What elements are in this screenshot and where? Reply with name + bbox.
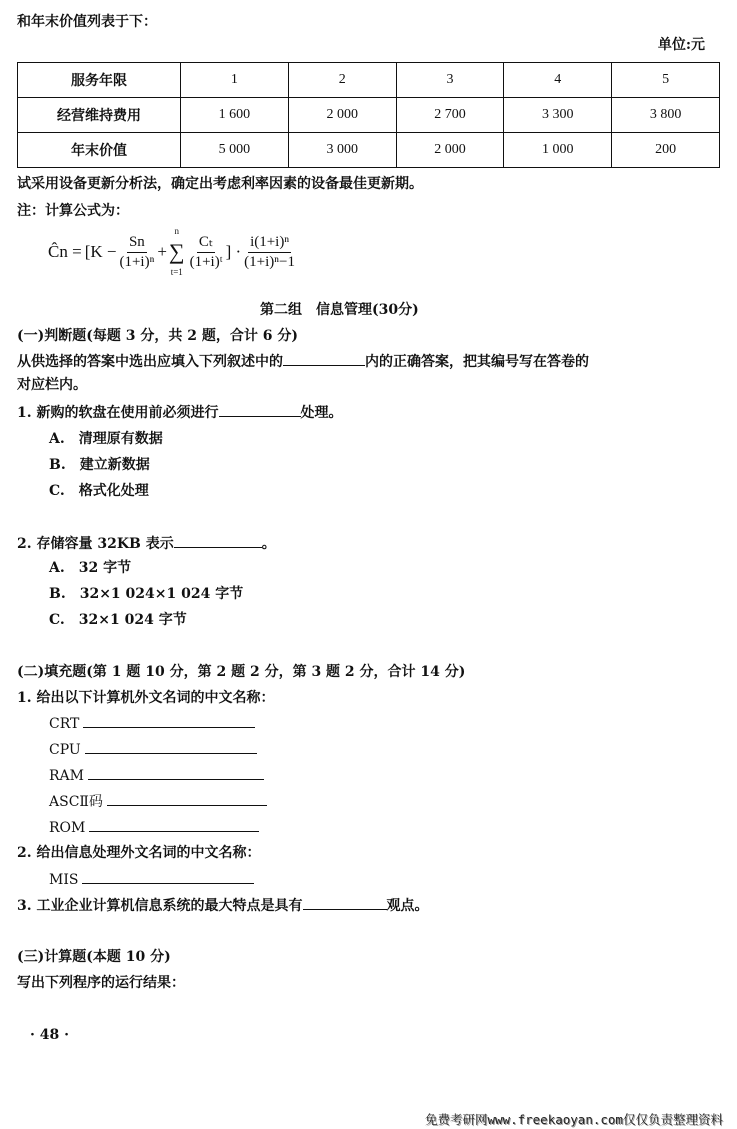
text: 。 xyxy=(261,536,276,552)
denominator: (1+i)ᵗ xyxy=(189,253,223,270)
option: B. 建立新数据 xyxy=(49,457,150,473)
summation xyxy=(169,226,185,278)
option: C. 32×1 024 字节 xyxy=(49,612,187,628)
term-line xyxy=(49,792,267,811)
text: 2. 存储容量 32KB 表示 xyxy=(17,536,174,552)
task-text: 试采用设备更新分析法，确定出考虑利率因素的设备最佳更新期。 xyxy=(17,176,423,192)
intro-text: 和年末价值列表于下： xyxy=(17,14,157,30)
option: B. 32×1 024×1 024 字节 xyxy=(49,586,244,602)
table-cell: 2 700 xyxy=(396,98,504,133)
fraction xyxy=(244,233,295,272)
term: ROM xyxy=(49,820,86,836)
denominator: (1+i)ⁿ−1 xyxy=(244,253,295,270)
table-cell: 2 000 xyxy=(288,98,396,133)
sum-top: n xyxy=(174,226,179,236)
table-cell: 年末价值 xyxy=(18,133,181,168)
table-cell: 1 600 xyxy=(181,98,289,133)
part2-question-1: 1. 给出以下计算机外文名词的中文名称： xyxy=(17,690,275,706)
term-line xyxy=(49,766,264,785)
answer-blank xyxy=(88,766,264,780)
answer-blank xyxy=(85,740,257,754)
unit-label: 单位:元 xyxy=(657,37,705,53)
table-cell: 5 000 xyxy=(181,133,289,168)
footer-watermark: 免费考研网www.freekaoyan.com仅仅负责整理资料 xyxy=(425,1112,723,1127)
fraction xyxy=(190,233,223,272)
table-row xyxy=(18,63,720,98)
plus-sign: + xyxy=(157,242,167,261)
table-cell: 3 000 xyxy=(288,133,396,168)
option: A. 清理原有数据 xyxy=(49,431,163,447)
cost-table xyxy=(17,62,720,168)
table-header-cell: 5 xyxy=(612,63,720,98)
table-header-cell: 3 xyxy=(396,63,504,98)
term: CRT xyxy=(49,716,80,732)
part2-heading: (二)填充题(第 1 题 10 分，第 2 题 2 分，第 3 题 2 分，合计 14 分) xyxy=(17,664,466,680)
formula-open: [K − xyxy=(84,242,117,261)
table-row xyxy=(18,98,720,133)
question-1 xyxy=(17,403,343,422)
denominator: (1+i)ⁿ xyxy=(119,253,155,270)
term-line xyxy=(49,870,254,889)
table-header-cell: 4 xyxy=(504,63,612,98)
sum-bottom: t=1 xyxy=(170,267,183,277)
term: RAM xyxy=(49,768,84,784)
text: 处理。 xyxy=(300,405,343,421)
term-line xyxy=(49,818,259,837)
numerator: Cₜ xyxy=(197,233,215,253)
term-line xyxy=(49,714,255,733)
note-text: 注：计算公式为： xyxy=(17,203,129,219)
table-cell: 1 000 xyxy=(504,133,612,168)
table-cell: 经营维持费用 xyxy=(18,98,181,133)
answer-blank xyxy=(303,896,387,910)
text: 3. 工业企业计算机信息系统的最大特点是具有 xyxy=(17,898,303,914)
text: 内的正确答案，把其编号写在答卷的 xyxy=(365,354,589,370)
part2-question-2: 2. 给出信息处理外文名词的中文名称： xyxy=(17,845,261,861)
term: CPU xyxy=(49,742,81,758)
numerator: i(1+i)ⁿ xyxy=(248,233,291,253)
option: A. 32 字节 xyxy=(49,560,132,576)
formula xyxy=(48,226,298,278)
part3-heading: (三)计算题(本题 10 分) xyxy=(17,949,171,965)
term: ASCⅡ码 xyxy=(49,794,103,810)
part1-instructions-cont: 对应栏内。 xyxy=(17,377,87,393)
term: MIS xyxy=(49,872,79,888)
numerator: Sn xyxy=(127,233,147,253)
answer-blank xyxy=(174,534,262,548)
fraction xyxy=(119,233,154,272)
formula-lhs: Ĉn = xyxy=(48,242,82,261)
answer-blank xyxy=(83,714,255,728)
answer-blank xyxy=(219,403,301,417)
answer-blank xyxy=(82,870,254,884)
section-title: 第二组 信息管理(30分) xyxy=(260,302,419,318)
table-cell: 3 300 xyxy=(504,98,612,133)
table-row xyxy=(18,133,720,168)
answer-blank xyxy=(89,818,259,832)
answer-blank xyxy=(283,352,365,366)
formula-close: ] · xyxy=(225,242,242,261)
part2-question-3 xyxy=(17,896,429,915)
table-cell: 200 xyxy=(612,133,720,168)
table-header-cell: 1 xyxy=(181,63,289,98)
answer-blank xyxy=(107,792,267,806)
text: 观点。 xyxy=(386,898,429,914)
text: 1. 新购的软盘在使用前必须进行 xyxy=(17,405,219,421)
option: C. 格式化处理 xyxy=(49,483,149,499)
part1-heading: (一)判断题(每题 3 分，共 2 题，合计 6 分) xyxy=(17,328,298,344)
sum-symbol: ∑ xyxy=(168,239,185,264)
table-cell: 3 800 xyxy=(612,98,720,133)
table-header-cell: 服务年限 xyxy=(18,63,181,98)
table-cell: 2 000 xyxy=(396,133,504,168)
part3-instructions: 写出下列程序的运行结果： xyxy=(17,975,185,991)
question-2 xyxy=(17,534,276,553)
text: 从供选择的答案中选出应填入下列叙述中的 xyxy=(17,354,283,370)
part1-instructions xyxy=(17,352,589,371)
page-number: · 48 · xyxy=(30,1027,69,1043)
term-line xyxy=(49,740,257,759)
table-header-cell: 2 xyxy=(288,63,396,98)
